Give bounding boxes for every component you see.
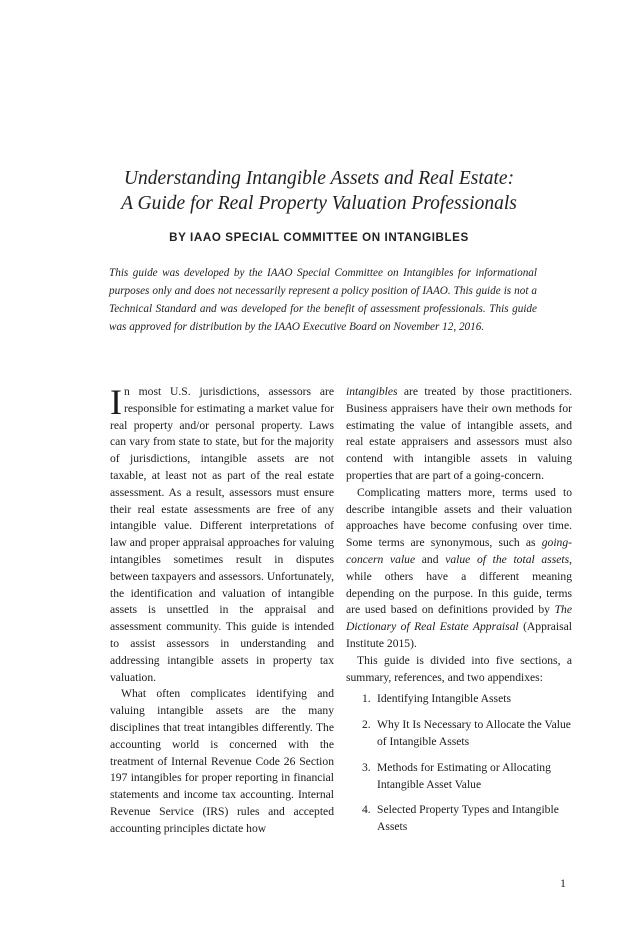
list-item	[362, 760, 572, 794]
title-line-2: A Guide for Real Property Valuation Professionals	[121, 193, 517, 214]
list-number: 1.	[362, 692, 371, 706]
right-column	[346, 384, 572, 845]
list-number: 3.	[362, 760, 371, 774]
drop-cap: I	[110, 382, 122, 422]
paragraph-1-text: n most U.S. jurisdictions, assessors are responsible for estimating a market value for real property and/or personal property. Laws can vary from state to state, but for the majority of jurisdictions, intangible assets are not taxable, at least not as part of the real estate assessment. As a result, assessors must ensure their real estate assessments are free of any intangible value. Different interpretations of law and proper appraisal approaches for valuing intangibles sometimes result in disputes between taxpayers and assessors. Unfortunately, the identification and valuation of intangible assets is unsettled in the appraisal and assessment community. This guide is intended to assist assessors in understanding and addressing intangible assets in property tax valuation.	[110, 385, 334, 684]
list-item	[362, 691, 572, 708]
paragraph-3-c: , while others have a different meaning depending on the purpose. In this guide, terms are used based on definitions provided by	[346, 552, 572, 617]
paragraph-2-right	[346, 384, 572, 485]
paragraph-2-left	[110, 686, 334, 837]
italic-term: going-concern value	[346, 536, 572, 566]
paragraph-2-end: are treated by those practitioners. Business appraisers have their own methods for estimating the value of intangible assets, and real estate appraisers and assessors must also contend with intangible assets in valuing properties that are part of a going-concern.	[346, 385, 572, 482]
paragraph-2-text: What often complicates identifying and valuing intangible assets are the many disciplines that treat intangibles differently. The accounting world is concerned with the treatment of Internal Revenue Code 26 Section 197 intangibles for proper reporting in financial statements and income tax accounting. Internal Revenue Service (IRS) rules and accepted accounting principles dictate how	[110, 687, 334, 835]
list-number: 4.	[362, 803, 371, 817]
document-title	[0, 166, 638, 216]
list-text: Why It Is Necessary to Allocate the Value of Intangible Assets	[377, 718, 571, 748]
paragraph-3-a: Complicating matters more, terms used to describe intangible assets and their valuation approaches have become confusing over time. Some terms are synonymous, such as	[346, 485, 572, 550]
appendix-list	[346, 691, 572, 836]
page-number: 1	[560, 876, 566, 890]
paragraph-3-d: (Appraisal Institute 2015).	[346, 620, 573, 650]
byline: BY IAAO SPECIAL COMMITTEE ON INTANGIBLES	[169, 231, 469, 244]
italic-title: The Dictionary of Real Estate Appraisal	[346, 603, 572, 634]
list-item	[362, 802, 572, 836]
italic-term: intangibles	[346, 385, 398, 398]
intro-note: This guide was developed by the IAAO Special Committee on Intangibles for informational purposes only and does not necessarily represent a policy position of IAAO. This guide is not a Technical Standard and was developed for the benefit of assessment professionals. This guide was approved for distribution by the IAAO Executive Board on November 12, 2016.	[109, 267, 537, 333]
italic-term: value of the total assets	[445, 552, 570, 566]
paragraph-3	[346, 485, 572, 653]
title-line-1: Understanding Intangible Assets and Real Estate:	[123, 168, 515, 189]
list-number: 2.	[362, 718, 371, 732]
paragraph-4: This guide is divided into five sections, a summary, references, and two appendixes:	[346, 653, 572, 684]
left-column	[110, 384, 334, 838]
list-text: Identifying Intangible Assets	[377, 692, 511, 706]
list-item	[362, 717, 572, 751]
paragraph-3-b: and	[415, 552, 446, 566]
list-text: Methods for Estimating or Allocating Intangible Asset Value	[377, 760, 551, 791]
paragraph-1	[110, 384, 334, 686]
list-text: Selected Property Types and Intangible Assets	[377, 803, 559, 834]
